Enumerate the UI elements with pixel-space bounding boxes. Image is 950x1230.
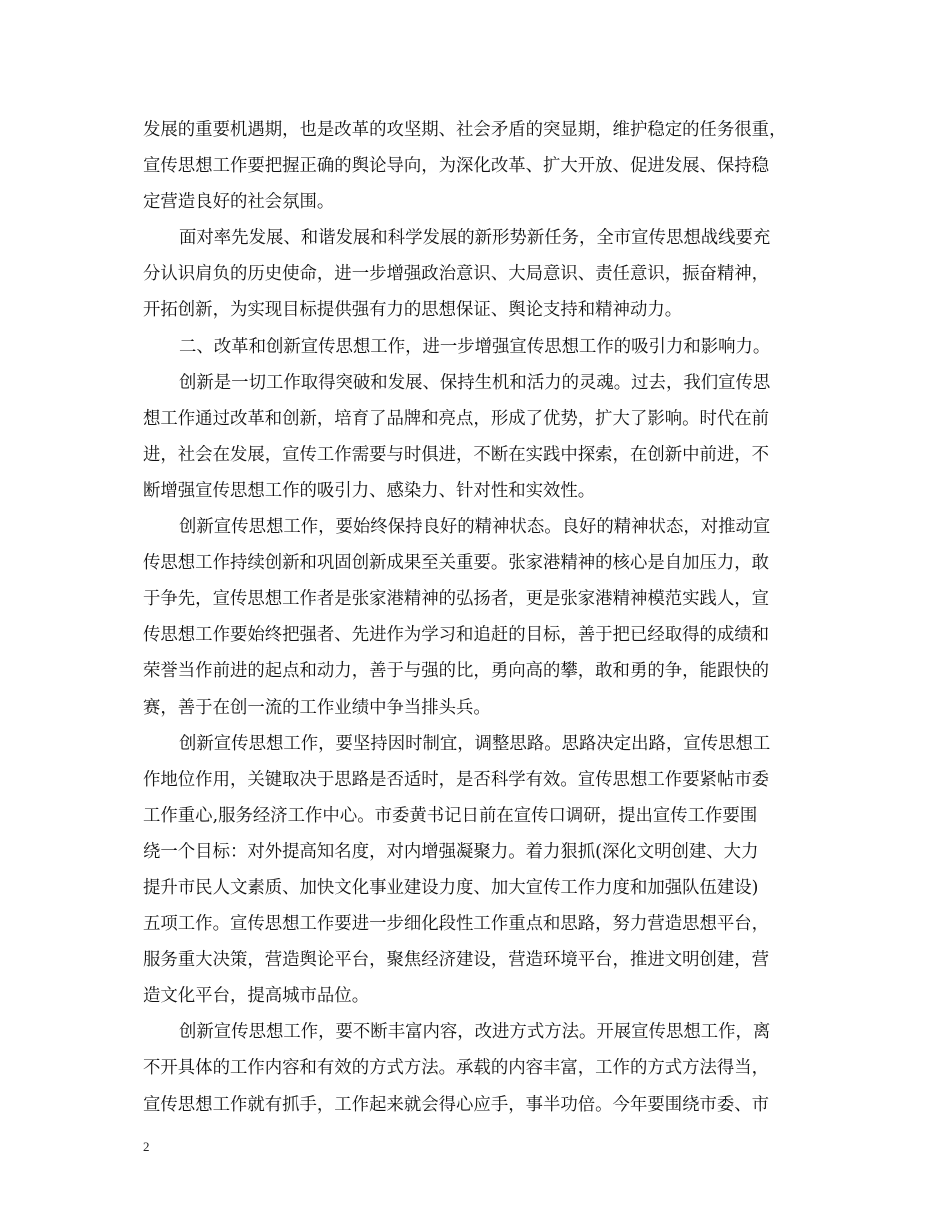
- text-line: 绕一个目标：对外提高知名度，对内增强凝聚力。着力狠抓(深化文明创建、大力: [143, 841, 759, 862]
- paragraph: [143, 329, 810, 365]
- document-body: [143, 112, 810, 1123]
- paragraph: [143, 112, 810, 220]
- text-line: 创新宣传思想工作，要不断丰富内容，改进方式方法。开展宣传思想工作，离: [179, 1022, 771, 1043]
- text-line: 传思想工作要始终把强者、先进作为学习和追赶的目标，善于把已经取得的成绩和: [143, 625, 770, 646]
- paragraph: [143, 509, 810, 726]
- text-line: 传思想工作持续创新和巩固创新成果至关重要。张家港精神的核心是自加压力，敢: [143, 553, 770, 574]
- text-line: 进，社会在发展，宣传工作需要与时俱进，不断在实践中探索，在创新中前进，不: [143, 444, 770, 465]
- text-line: 断增强宣传思想工作的吸引力、感染力、针对性和实效性。: [143, 480, 596, 501]
- text-line: 服务重大决策，营造舆论平台，聚焦经济建设，营造环境平台，推进文明创建，营: [143, 950, 770, 971]
- text-line: 开拓创新，为实现目标提供强有力的思想保证、舆论支持和精神动力。: [143, 300, 683, 321]
- paragraph: [143, 726, 810, 1015]
- text-line: 二、改革和创新宣传思想工作，进一步增强宣传思想工作的吸引力和影响力。: [179, 336, 771, 357]
- text-line: 宣传思想工作就有抓手，工作起来就会得心应手，事半功倍。今年要围绕市委、市: [143, 1094, 770, 1115]
- paragraph: [143, 1014, 810, 1122]
- text-line: 分认识肩负的历史使命，进一步增强政治意识、大局意识、责任意识，振奋精神，: [143, 264, 770, 285]
- text-line: 造文化平台，提高城市品位。: [143, 986, 370, 1007]
- text-line: 创新宣传思想工作，要始终保持良好的精神状态。良好的精神状态，对推动宣: [179, 517, 771, 538]
- text-line: 工作重心,服务经济工作中心。市委黄书记日前在宣传口调研，提出宣传工作要围: [143, 805, 758, 826]
- text-line: 荣誉当作前进的起点和动力，善于与强的比，勇向高的攀，敢和勇的争，能跟快的: [143, 661, 770, 682]
- text-line: 五项工作。宣传思想工作要进一步细化段性工作重点和思路，努力营造思想平台，: [143, 914, 770, 935]
- text-line: 发展的重要机遇期，也是改革的攻坚期、社会矛盾的突显期，维护稳定的任务很重，: [143, 120, 787, 140]
- text-line: 提升市民人文素质、加快文化事业建设力度、加大宣传工作力度和加强队伍建设): [143, 877, 759, 898]
- text-line: 想工作通过改革和创新，培育了品牌和亮点，形成了优势，扩大了影响。时代在前: [143, 408, 770, 429]
- text-line: 作地位作用，关键取决于思路是否适时，是否科学有效。宣传思想工作要紧帖市委: [143, 769, 770, 790]
- paragraph: [143, 220, 810, 328]
- page-number: 2: [143, 1139, 150, 1154]
- text-line: 赛，善于在创一流的工作业绩中争当排头兵。: [143, 697, 491, 718]
- text-line: 宣传思想工作要把握正确的舆论导向，为深化改革、扩大开放、促进发展、保持稳: [143, 156, 770, 177]
- text-line: 于争先，宣传思想工作者是张家港精神的弘扬者，更是张家港精神模范实践人，宣: [143, 589, 770, 610]
- text-line: 面对率先发展、和谐发展和科学发展的新形势新任务，全市宣传思想战线要充: [179, 228, 771, 249]
- text-line: 创新是一切工作取得突破和发展、保持生机和活力的灵魂。过去，我们宣传思: [179, 372, 771, 393]
- paragraph: [143, 365, 810, 509]
- text-line: 不开具体的工作内容和有效的方式方法。承载的内容丰富，工作的方式方法得当，: [143, 1058, 770, 1079]
- text-line: 定营造良好的社会氛围。: [143, 192, 335, 213]
- text-line: 创新宣传思想工作，要坚持因时制宜，调整思路。思路决定出路，宣传思想工: [179, 733, 771, 754]
